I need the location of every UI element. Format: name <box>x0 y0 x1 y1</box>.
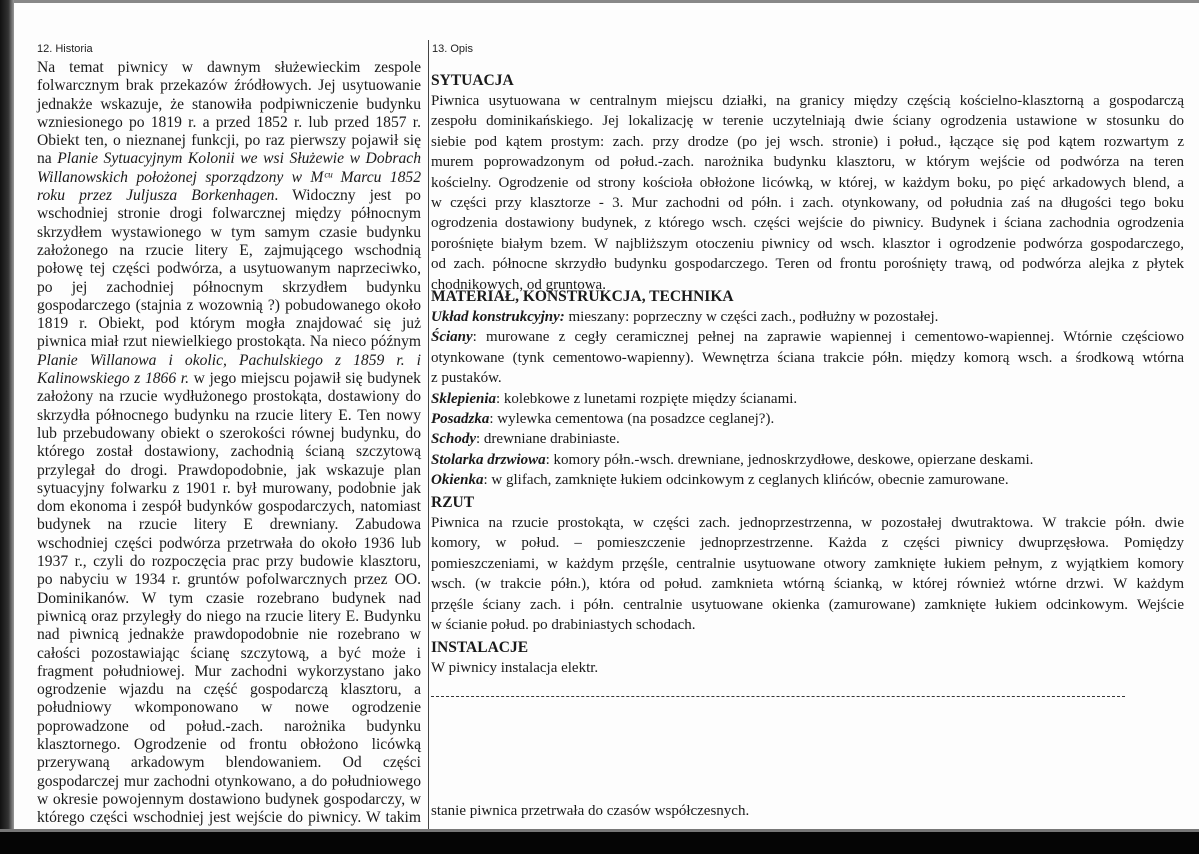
text-line <box>37 169 421 187</box>
text-line <box>431 193 1184 213</box>
text-line <box>37 626 421 644</box>
text-run: pomieszczeniami, w każdym przęśle, centralnie usytuowane otwory zamknięte łukiem pełnym, z wyjątkiem komory <box>431 555 1184 572</box>
field-line <box>431 470 1184 490</box>
text-line <box>37 791 421 809</box>
text-line <box>431 213 1184 233</box>
text-line <box>431 152 1184 172</box>
field-line <box>431 429 1184 449</box>
text-run: nad piwnicą jednakże prawdopodobnie nie rozebrano w <box>37 626 421 644</box>
text-line <box>37 352 421 370</box>
section-heading: MATERIAŁ, KONSTRUKCJA, TECHNIKA <box>431 288 734 305</box>
text-line <box>37 498 421 516</box>
text-run: budynek na rzucie litery E drewniany. Zabudowa <box>37 516 421 534</box>
text-line <box>37 260 421 278</box>
text-line <box>37 132 421 150</box>
text-run: ogrodzenie wjazdu na część gospodarczą klasztoru, a <box>37 681 421 699</box>
text-run: po nabyciu w 1934 r. gruntów pofolwarcznych przez OO. <box>37 571 421 589</box>
continuation-text <box>431 801 1184 821</box>
text-line <box>37 77 421 95</box>
field-label: Stolarka drzwiowa <box>431 451 546 468</box>
text-run: przylegał do drogi. Prawdopodobnie, jak wskazuje plan <box>37 461 421 479</box>
field-label: Sklepienia <box>431 390 497 407</box>
text-run: : wylewka cementowa (na posadzce ceglanej?). <box>489 410 775 427</box>
scan-bottom-edge <box>0 829 1199 854</box>
text-run: skrzydłem wystawionego w tym samym czasie budynku <box>37 223 421 241</box>
section-label-historia: 12. Historia <box>37 43 93 55</box>
text-run: wschodniej stronie drogi folwarcznej między północnym <box>37 205 421 223</box>
text-line <box>431 554 1184 574</box>
instalacje-section <box>431 637 1184 678</box>
text-run: którego części wschodniej jest wejście do piwnicy. W takim <box>37 809 421 827</box>
text-run: . Widoczny jest po <box>274 187 421 205</box>
text-run: w jego miejscu pojawił się budynek <box>188 370 421 388</box>
text-line <box>431 533 1184 553</box>
text-run: ogrodzenia dostawiony budynek, z którego wsch. części wejście do piwnicy. Budynek i ściana zachodnia ogrodzenia <box>431 215 1184 232</box>
text-run: założony na rzucie wydłużonego prostokąta, dostawiony do <box>37 388 421 406</box>
text-line <box>431 173 1184 193</box>
text-run: chodnikowych, od gruntowa. <box>431 276 606 293</box>
text-line <box>37 59 421 77</box>
text-line <box>37 443 421 461</box>
historia-column <box>37 59 421 827</box>
text-line <box>37 553 421 571</box>
italic-citation: Planie Willanowa i okolic, Pachulskiego z 1859 r. i <box>37 351 421 369</box>
text-run: piwnica miał rzut niewielkiego prostokąta. Na nieco późnym <box>37 333 421 351</box>
field-label: Okienka <box>431 472 484 489</box>
text-line <box>37 736 421 754</box>
text-run: założonego na rzucie litery E, zajmującego wschodnią <box>37 241 421 259</box>
text-run: w ścianie połud. po drabiniastych schodach. <box>431 616 696 633</box>
section-heading: RZUT <box>431 494 475 511</box>
text-run: w części przy klasztorze - 3. Mur zachodni od półn. i zach. otynkowany, od południa zaś na długości tego boku <box>431 194 1184 211</box>
text-run: wsch. (w trakcie półn.), która od połud. zamknieta wtórną ścianką, w której również wtórne drzwi. W każdym <box>431 576 1184 593</box>
text-run: zespołu dominikańskiego. Jej lokalizację w terenie uczytelniają dwie ściany ogrodzenia ustawione w stosunku do <box>431 113 1184 130</box>
section-label-opis: 13. Opis <box>432 43 473 55</box>
text-run: murem poprowadzonym od połud.-zach. narożnika budynku klasztoru, w którym wejście od podwórza na teren <box>431 154 1184 171</box>
text-line <box>37 681 421 699</box>
text-run: 1819 r. Obiekt, pod którym mogła znajdować się już <box>37 315 421 333</box>
field-line <box>431 368 1184 388</box>
text-line <box>431 234 1184 254</box>
text-line <box>37 388 421 406</box>
text-run: od zach. północne skrzydło budynku gospodarczego. Teren od frontu porośnięty trawą, od podwórza alejka z płytek <box>431 256 1184 273</box>
text-run: całości pozostawiając ścianę szczytową, a być może i <box>37 644 421 662</box>
italic-citation: Kalinowskiego z 1866 r. <box>37 370 189 388</box>
text-line <box>431 513 1184 533</box>
sytuacja-section <box>431 70 1184 295</box>
italic-citation: Planie Sytuacyjnym Kolonii we wsi Służewie w Dobrach <box>57 150 421 168</box>
text-line <box>37 242 421 260</box>
text-line <box>37 516 421 534</box>
text-run: klasztornego. Ogrodzenie od frontu obłożono licówką <box>37 735 421 753</box>
text-run: : drewniane drabiniaste. <box>476 431 620 448</box>
text-line <box>37 407 421 425</box>
text-run: wzniesionego po 1819 r. a przed 1852 r. lub przed 1857 r. <box>37 113 421 131</box>
text-run: po jej zachodniej północnym skrzydłem budynku <box>37 278 421 296</box>
field-label: Posadzka <box>431 410 490 427</box>
rzut-section <box>431 492 1184 635</box>
text-run: jednakże wskazuje, że stanowiła podpiwniczenie budynku <box>37 95 421 113</box>
text-line <box>37 608 421 626</box>
text-line <box>37 571 421 589</box>
text-line <box>431 615 1184 635</box>
text-line <box>37 187 421 205</box>
text-run: wschodniej części podwórza przetrwała do około 1936 lub <box>37 534 421 552</box>
column-divider <box>428 40 429 829</box>
text-run: Piwnica na rzucie prostokąta, w części zach. jednoprzestrzenna, w pozostałej dwutraktowa. W trakcie półn. dwie <box>431 515 1184 531</box>
text-run: porośnięte białym bzem. W najbliższym otoczeniu piwnicy od wsch. klasztor i ogrodzenie podwórza gospodarczego, <box>431 235 1184 252</box>
continuation-line: stanie piwnica przetrwała do czasów współczesnych. <box>431 803 750 819</box>
text-line <box>431 132 1184 152</box>
text-run: w okresie powojennym dostawiono budynek gospodarczy, w <box>37 790 421 808</box>
field-line <box>431 409 1184 429</box>
text-run: komory, w połud. – pomieszczenie jednoprzestrzenne. Każda z części piwnicy dwuprzęsłowa. Pomiędzy <box>431 535 1184 552</box>
text-line <box>37 718 421 736</box>
text-line <box>431 91 1184 111</box>
text-run: z pustaków. <box>431 370 502 387</box>
text-line <box>37 462 421 480</box>
text-line <box>431 111 1184 131</box>
text-run: przęśle ściany zach. i półn. centralnie usytuowane okienka (zamurowane) zamknięte łukiem odcinkowym. Wejście <box>431 596 1184 613</box>
text-run: sytuacyjny folwarku z 1901 r. był murowany, podobnie jak <box>37 479 421 497</box>
text-line <box>37 297 421 315</box>
text-line <box>37 315 421 333</box>
field-label: Ściany <box>431 329 473 346</box>
text-run: 1937 r., czyli do rozpoczęcia prac przy budowie klasztoru, <box>37 553 421 571</box>
field-line <box>431 450 1184 470</box>
text-line <box>37 754 421 772</box>
text-line <box>37 699 421 717</box>
text-run: Piwnica usytuowana w centralnym miejscu działki, na granicy między częścią kościelno-klasztorną a gospodarczą <box>431 93 1184 109</box>
text-run: : murowane z cegły ceramicznej pełnej na zaprawie wapiennej i cementowo-wapiennej. Wtórnie częściowo <box>472 329 1184 346</box>
italic-citation: Willanowskich położonej sporządzony w Mᶜᵘ Marcu 1852 <box>37 168 421 186</box>
text-line <box>37 96 421 114</box>
text-run: W piwnicy instalacja elektr. <box>431 660 599 676</box>
text-line <box>431 574 1184 594</box>
text-line <box>37 663 421 681</box>
text-run: siebie pod kątem prostym: zach. przy drodze (po jej wsch. stronie) i połud., łączące się pod kątem rozwartym z <box>431 133 1184 150</box>
text-run: na <box>37 150 58 168</box>
text-line <box>37 114 421 132</box>
scan-top-edge <box>0 0 1199 3</box>
text-run: gospodarczego (stajnia z wozownią ?) pobudowanego około <box>37 296 421 314</box>
text-line <box>37 480 421 498</box>
text-run: skrzydła północnego budynku na rzucie litery E. Ten nowy <box>37 406 421 424</box>
text-run: mieszany: poprzeczny w części zach., podłużny w pozostałej. <box>564 309 939 325</box>
text-run: : w glifach, zamknięte łukiem odcinkowym z ceglanych klińców, obecnie zamurowane. <box>483 472 1009 489</box>
text-line <box>431 254 1184 274</box>
text-run: otynkowane (tynk cementowo-wapienny). Wewnętrza ściana trakcie półn. między komorą wsch. a środkową wtórna <box>431 349 1184 366</box>
text-run: gospodarczej mur zachodni otynkowano, a do południowego <box>37 772 421 790</box>
field-label: Układ konstrukcyjny: <box>431 309 565 325</box>
text-run: południowy wkomponowano w nowe ogrodzenie <box>37 699 421 717</box>
text-run: dom ekonoma i zespół budynków gospodarczych, natomiast <box>37 498 421 516</box>
text-run: piwnicą oraz przyległy do niego na rzucie litery E. Budynku <box>37 607 421 625</box>
text-run: połowę tej części podwórza, a usytuowanym naprzeciwko, <box>37 260 421 278</box>
field-line <box>431 307 1184 327</box>
text-line <box>37 535 421 553</box>
text-run: Na temat piwnicy w dawnym służewieckim zespole <box>37 59 421 76</box>
text-line <box>37 773 421 791</box>
dashed-separator <box>431 696 1125 697</box>
text-run: : kolebkowe z lunetami rozpięte między ścianami. <box>496 390 798 407</box>
text-line <box>37 224 421 242</box>
text-line <box>431 658 1184 678</box>
text-run: : komory półn.-wsch. drewniane, jednoskrzydłowe, deskowe, opierzane deskami. <box>545 451 1034 468</box>
italic-citation: roku przez Juljusza Borkenhagen <box>37 187 275 205</box>
field-line <box>431 348 1184 368</box>
text-line <box>37 205 421 223</box>
field-line <box>431 327 1184 347</box>
text-run: folwarcznym brak przekazów źródłowych. Jej usytuowanie <box>37 77 421 95</box>
field-line <box>431 389 1184 409</box>
text-run: którego został dostawiony, zachodnią ścianą szczytową <box>37 443 421 461</box>
text-run: fragment południowej. Mur zachodni wykorzystano jako <box>37 662 421 680</box>
text-line <box>37 333 421 351</box>
text-line <box>431 595 1184 615</box>
text-line <box>37 425 421 443</box>
text-line <box>37 645 421 663</box>
text-run: Dominikanów. W tym czasie rozebrano budynek nad <box>37 589 421 607</box>
text-line <box>37 150 421 168</box>
text-run: kościelny. Ogrodzenie od strony kościoła obłożone licówką, w której, w każdym boku, po pięć arkadowych blend, a <box>431 174 1184 191</box>
material-section <box>431 286 1184 491</box>
field-label: Schody <box>431 431 476 448</box>
section-heading: SYTUACJA <box>431 72 514 89</box>
text-run: lub przebudowany obiekt o szerokości równej budynku, do <box>37 424 421 442</box>
text-line <box>37 279 421 297</box>
text-line <box>37 370 421 388</box>
text-line <box>37 809 421 827</box>
text-run: poprowadzone od połud.-zach. narożnika budynku <box>37 717 421 735</box>
scan-left-edge <box>0 0 14 851</box>
text-run: Obiekt ten, o nieznanej funkcji, po raz pierwszy pojawił się <box>37 132 421 150</box>
section-heading: INSTALACJE <box>431 639 529 656</box>
text-line <box>37 590 421 608</box>
text-run: przerywaną arkadowym blendowaniem. Od części <box>37 754 421 772</box>
